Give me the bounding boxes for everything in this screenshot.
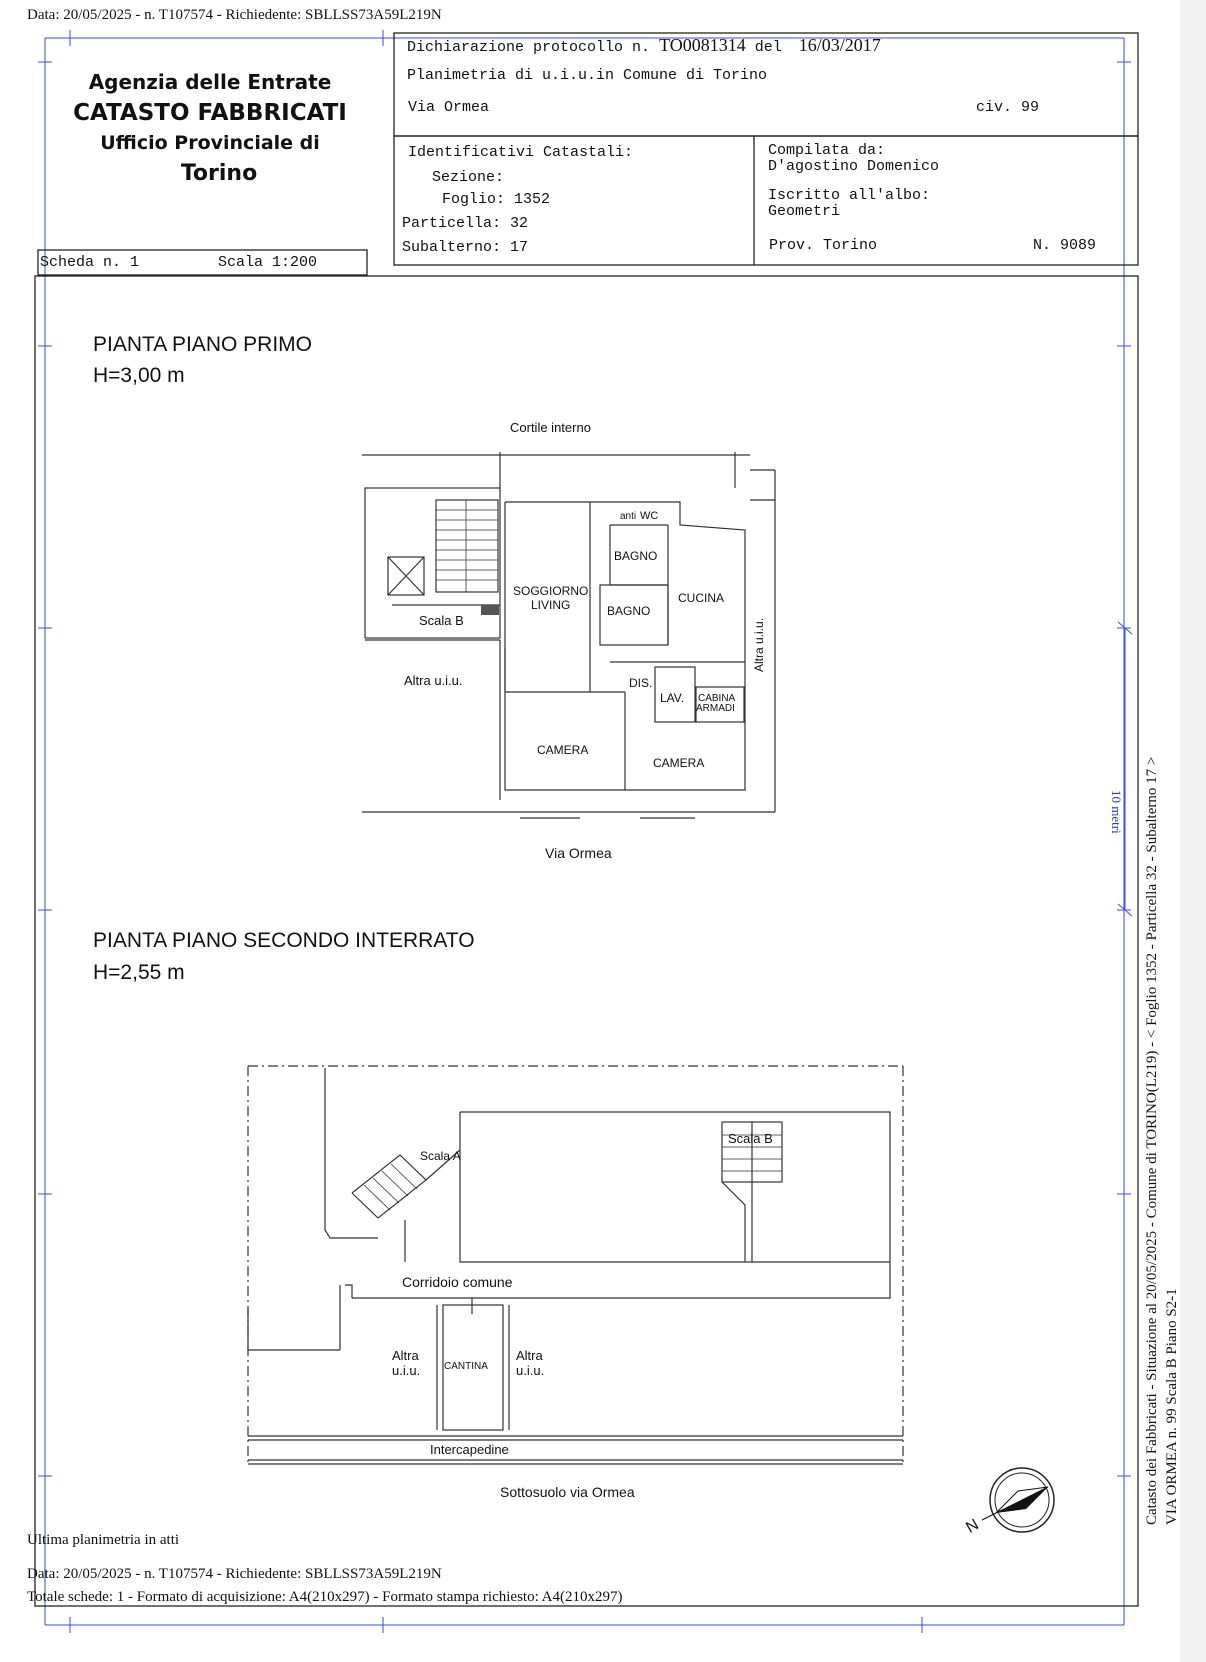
protocol-number: TO0081314 [659,35,746,55]
scale-bar-label: 10 metri [1109,790,1124,834]
plan2-sottosuolo-label: Sottosuolo via Ormea [500,1484,635,1500]
plan2-scala-b-label: Scala B [728,1131,773,1146]
plan1-soggiorno-label: SOGGIORNO [513,584,589,598]
plan2-altra2-label: Altra [516,1348,543,1363]
plan1-lav-label: LAV. [660,691,685,705]
plan2-altra1b-label: u.i.u. [392,1363,421,1378]
street-line: Via Ormea [408,99,490,116]
plan2-altra1-label: Altra [392,1348,419,1363]
plan2-scala-a-label: Scala A [420,1149,461,1163]
province: Prov. Torino [769,237,878,254]
footer-totale: Totale schede: 1 - Formato di acquisizione: A4(210x297) - Formato stampa richiesto: A4(210x297) [27,1589,623,1605]
albo-number: N. 9089 [1033,237,1097,254]
particella-value: 32 [510,215,529,232]
foglio-label: Foglio: [442,191,506,208]
subalterno-label: Subalterno: [402,239,502,256]
albo-block [768,188,930,220]
compass-icon [960,1465,1060,1545]
plan1-armadi-label: ARMADI [696,703,735,714]
plan1-wc-label: WC [640,510,659,522]
subalterno-value: 17 [510,239,529,256]
particella-row [402,215,528,232]
identifiers-title: Identificativi Catastali: [408,144,634,161]
albo-label: Iscritto all'albo: [768,187,931,204]
plan2-corridoio-label: Corridoio comune [402,1274,513,1290]
floor-plan-first [355,420,785,861]
footer-ultima: Ultima planimetria in atti [27,1532,180,1548]
compass-north-label: N [963,1516,982,1537]
side-address-text: VIA ORMEA n. 99 Scala B Piano S2-1 [1164,1288,1180,1525]
scheda-label: Scheda n. 1 [40,254,140,271]
office-city: Torino [180,161,258,186]
protocol-prefix: Dichiarazione protocollo n. [407,39,651,56]
plan2-intercapedine-label: Intercapedine [430,1442,509,1457]
side-situation-text: Catasto dei Fabbricati - Situazione al 20/05/2025 - Comune di TORINO(L219) - < Foglio 1352 - Particella 32 - Subalterno 17 > [1144,756,1160,1525]
compiler-block [768,143,939,175]
plan1-dis-label: DIS. [629,676,653,690]
plan1-altra-left-label: Altra u.i.u. [404,673,463,688]
compiler-name: D'agostino Domenico [768,158,940,175]
plan2-cantina-label: CANTINA [444,1361,488,1372]
plan1-camera2-label: CAMERA [653,756,705,770]
foglio-value: 1352 [514,191,551,208]
floor-plan-basement [240,1055,910,1505]
agency-name: Agenzia delle Entrate [88,70,332,94]
sezione-row [432,169,504,186]
civic-number: civ. 99 [976,99,1040,116]
plan2-height: H=2,55 m [93,961,185,984]
particella-label: Particella: [402,215,502,232]
plan2-title: PIANTA PIANO SECONDO INTERRATO [93,929,475,952]
plan1-living-label: LIVING [531,598,571,612]
plan1-bagno1-label: BAGNO [614,549,658,563]
plan1-cabina-label: CABINA [698,693,736,704]
albo-value: Geometri [768,203,841,220]
catasto-title: CATASTO FABBRICATI [73,100,347,126]
protocol-line [407,35,881,56]
plan1-cucina-label: CUCINA [678,591,725,605]
office-label: Ufficio Provinciale di [100,132,320,154]
plan1-via-label: Via Ormea [545,845,612,861]
plan1-camera1-label: CAMERA [537,743,589,757]
plan1-height: H=3,00 m [93,364,185,387]
scheda-scale: Scala 1:200 [218,254,318,271]
plan1-scala-b-label: Scala B [419,613,464,628]
plan2-altra2b-label: u.i.u. [516,1363,545,1378]
top-request-line: Data: 20/05/2025 - n. T107574 - Richiedente: SBLLSS73A59L219N [27,7,442,23]
plan1-anti-label: anti [620,511,637,522]
protocol-del: del [754,39,782,56]
compiler-label: Compilata da: [768,142,886,159]
protocol-date: 16/03/2017 [798,35,881,55]
plan1-cortile-label: Cortile interno [510,420,591,435]
footer-data: Data: 20/05/2025 - n. T107574 - Richiedente: SBLLSS73A59L219N [27,1566,442,1582]
plan1-bagno2-label: BAGNO [607,604,651,618]
plan1-altra-right-label: Altra u.i.u. [752,617,766,672]
sezione-label: Sezione: [432,169,505,186]
agency-block [60,68,360,190]
planimetria-line: Planimetria di u.i.u.in Comune di Torino [407,67,768,84]
plan1-title: PIANTA PIANO PRIMO [93,333,312,356]
subalterno-row [402,239,528,256]
foglio-row [442,191,550,208]
